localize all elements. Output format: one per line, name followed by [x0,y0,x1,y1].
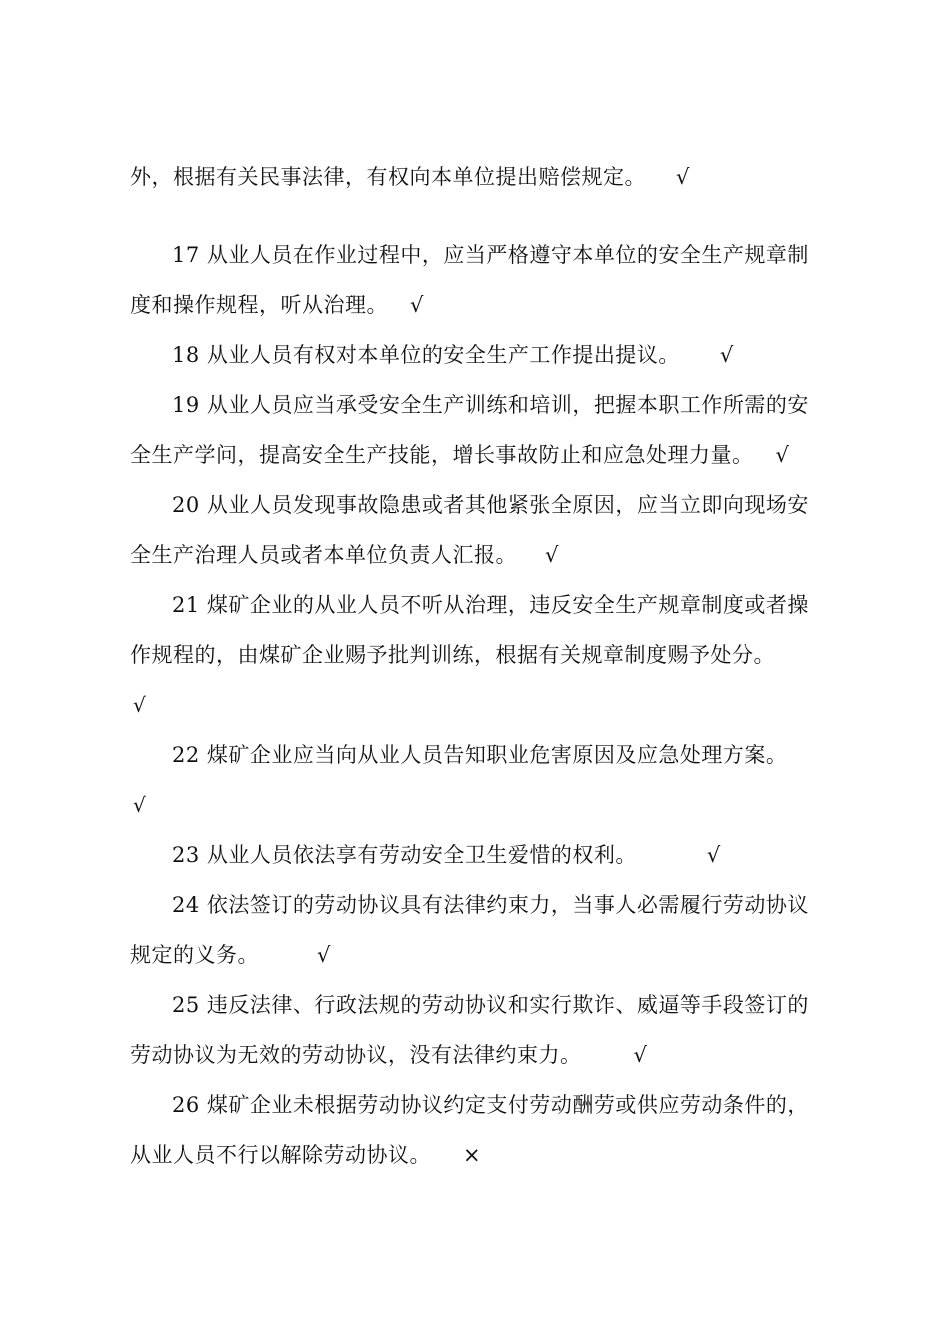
line-text: 22 煤矿企业应当向从业人员告知职业危害原因及应急处理方案。 [172,743,788,767]
line-text: 17 从业人员在作业过程中，应当严格遵守本单位的安全生产规章制 [172,243,809,267]
line-text: 全生产治理人员或者本单位负责人汇报。 [130,543,517,567]
check-mark: √ [676,165,690,189]
question-24-line-1 [172,890,872,920]
question-20-line-2 [130,540,830,570]
line-text: 26 煤矿企业未根据劳动协议约定支付劳动酬劳或供应劳动条件的， [172,1093,809,1117]
question-18-line-1 [172,340,872,370]
question-21-line-2 [130,640,830,670]
question-23-line-1 [172,840,872,870]
question-22-line-1 [172,740,872,770]
check-mark: √ [545,543,559,567]
line-text: 20 从业人员发现事故隐患或者其他紧张全原因，应当立即向现场安 [172,493,809,517]
question-25-line-1 [172,990,872,1020]
line-text: 规定的义务。 [130,943,259,967]
check-mark: √ [719,343,734,367]
question-17-line-2 [130,290,830,320]
check-mark: √ [133,693,146,717]
question-17-line-1 [172,240,872,270]
question-26-line-2 [130,1140,830,1170]
line-text: 作规程的，由煤矿企业赐予批判训练，根据有关规章制度赐予处分。 [130,643,775,667]
check-mark: √ [706,843,721,867]
line-text: 23 从业人员依法享有劳动安全卫生爱惜的权利。 [172,843,637,867]
question-19-line-1 [172,390,872,420]
line-text: 25 违反法律、行政法规的劳动协议和实行欺诈、威逼等手段签订的 [172,993,809,1017]
question-19-line-2 [130,440,830,470]
line-text: 18 从业人员有权对本单位的安全生产工作提出提议。 [172,343,680,367]
check-mark: √ [410,293,424,317]
line-text: 度和操作规程，听从治理。 [130,293,388,317]
question-20-line-1 [172,490,872,520]
question-25-line-2 [130,1040,830,1070]
cross-mark: × [463,1143,482,1167]
question-21-line-1 [172,590,872,620]
check-mark: √ [133,793,146,817]
line-text: 21 煤矿企业的从业人员不听从治理，违反安全生产规章制度或者操 [172,593,809,617]
check-mark: √ [317,943,331,967]
check-mark: √ [633,1043,648,1067]
check-mark: √ [775,443,790,467]
line-text: 外，根据有关民事法律，有权向本单位提出赔偿规定。 [130,165,646,189]
line-text: 24 依法签订的劳动协议具有法律约束力，当事人必需履行劳动协议 [172,893,809,917]
text-line [130,162,830,192]
line-text: 全生产学问，提高安全生产技能，增长事故防止和应急处理力量。 [130,443,754,467]
question-24-line-2 [130,940,830,970]
line-text: 劳动协议为无效的劳动协议，没有法律约束力。 [130,1043,582,1067]
line-text: 从业人员不行以解除劳动协议。 [130,1143,431,1167]
question-26-line-1 [172,1090,872,1120]
line-text: 19 从业人员应当承受安全生产训练和培训，把握本职工作所需的安 [172,393,809,417]
